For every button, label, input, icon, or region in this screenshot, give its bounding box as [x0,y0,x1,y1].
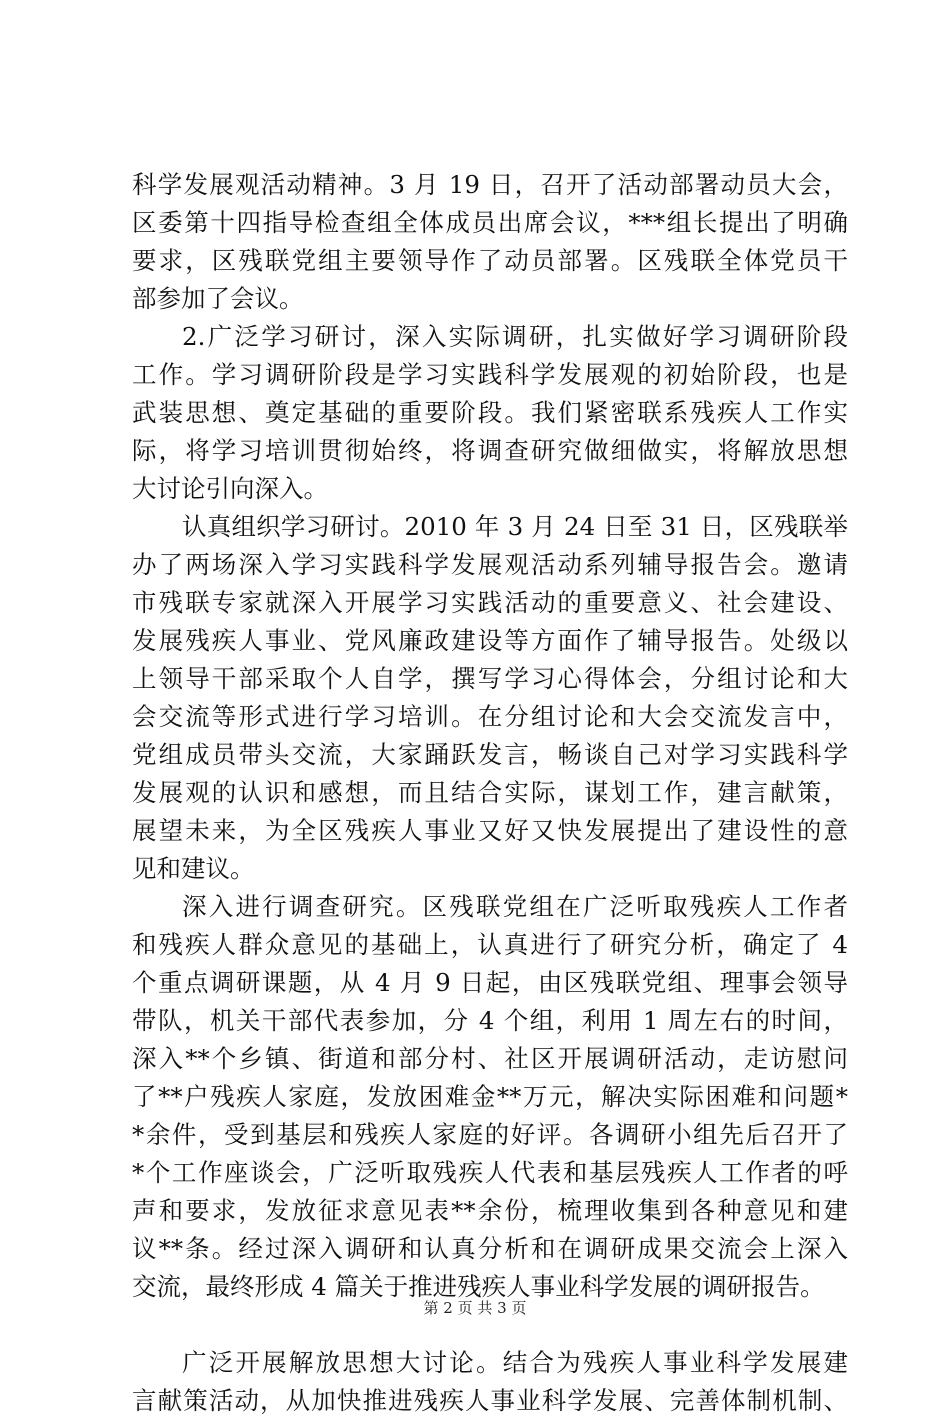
paragraph-study-research-stage [132,318,848,508]
paragraph-organize-study [132,508,848,888]
text-line: 发展残疾人事业、党风廉政建设等方面作了辅导报告。处级以 [132,626,848,655]
text-line: 办了两场深入学习实践科学发展观活动系列辅导报告会。邀请 [132,550,848,579]
text-line: 会交流等形式进行学习培训。在分组讨论和大会交流发言中， [132,702,848,731]
text-line: 展望未来，为全区残疾人事业又好又快发展提出了建设性的意 [132,816,848,845]
text-line: 发展观的认识和感想，而且结合实际，谋划工作，建言献策， [132,778,848,807]
text-line: 认真组织学习研讨。2010 年 3 月 24 日至 31 日，区残联举 [182,512,848,541]
text-line: 和残疾人群众意见的基础上，认真进行了研究分析，确定了 4 [132,930,848,959]
text-line: 见和建议。 [132,854,255,883]
text-line: 声和要求，发放征求意见表**余份，梳理收集到各种意见和建 [132,1196,848,1225]
text-line: 际，将学习培训贯彻始终，将调查研究做细做实，将解放思想 [132,436,848,465]
text-line: 党组成员带头交流，大家踊跃发言，畅谈自己对学习实践科学 [132,740,848,769]
text-line: 要求，区残联党组主要领导作了动员部署。区残联全体党员干 [132,246,848,275]
text-line: 部参加了会议。 [132,284,304,313]
text-line: 大讨论引向深入。 [132,474,328,503]
text-line: 广泛开展解放思想大讨论。结合为残疾人事业科学发展建 [182,1348,848,1377]
text-line: 区委第十四指导检查组全体成员出席会议，***组长提出了明确 [132,208,848,237]
text-line: 上领导干部采取个人自学，撰写学习心得体会，分组讨论和大 [132,664,848,693]
text-line: 科学发展观活动精神。3 月 19 日，召开了活动部署动员大会， [132,170,848,199]
text-line: 武装思想、奠定基础的重要阶段。我们紧密联系残疾人工作实 [132,398,848,427]
text-line: 2.广泛学习研讨，深入实际调研，扎实做好学习调研阶段 [182,322,848,351]
text-line: 个重点调研课题，从 4 月 9 日起，由区残联党组、理事会领导 [132,968,848,997]
paragraph-emancipate-mind-discussion [132,1344,848,1420]
text-line: *个工作座谈会，广泛听取残疾人代表和基层残疾人工作者的呼 [132,1158,848,1187]
page-number-label: 第 2 页 共 3 页 [423,1299,527,1317]
text-line: 市残联专家就深入开展学习实践活动的重要意义、社会建设、 [132,588,848,617]
text-line: *余件，受到基层和残疾人家庭的好评。各调研小组先后召开了 [132,1120,848,1149]
document-body [132,166,848,1420]
text-line: 工作。学习调研阶段是学习实践科学发展观的初始阶段，也是 [132,360,848,389]
text-line: 交流，最终形成 4 篇关于推进残疾人事业科学发展的调研报告。 [132,1272,825,1301]
paragraph-activity-mobilization [132,166,848,318]
text-line: 言献策活动，从加快推进残疾人事业科学发展、完善体制机制、 [132,1386,848,1415]
paragraph-investigation-research [132,888,848,1306]
text-line: 深入**个乡镇、街道和部分村、社区开展调研活动，走访慰问 [132,1044,848,1073]
text-line: 深入进行调查研究。区残联党组在广泛听取残疾人工作者 [182,892,848,921]
text-line: 议**条。经过深入调研和认真分析和在调研成果交流会上深入 [132,1234,848,1263]
text-line: 带队，机关干部代表参加，分 4 个组，利用 1 周左右的时间， [132,1006,848,1035]
page-footer [0,1298,950,1318]
text-line: 了**户残疾人家庭，发放困难金**万元，解决实际困难和问题* [132,1082,848,1111]
